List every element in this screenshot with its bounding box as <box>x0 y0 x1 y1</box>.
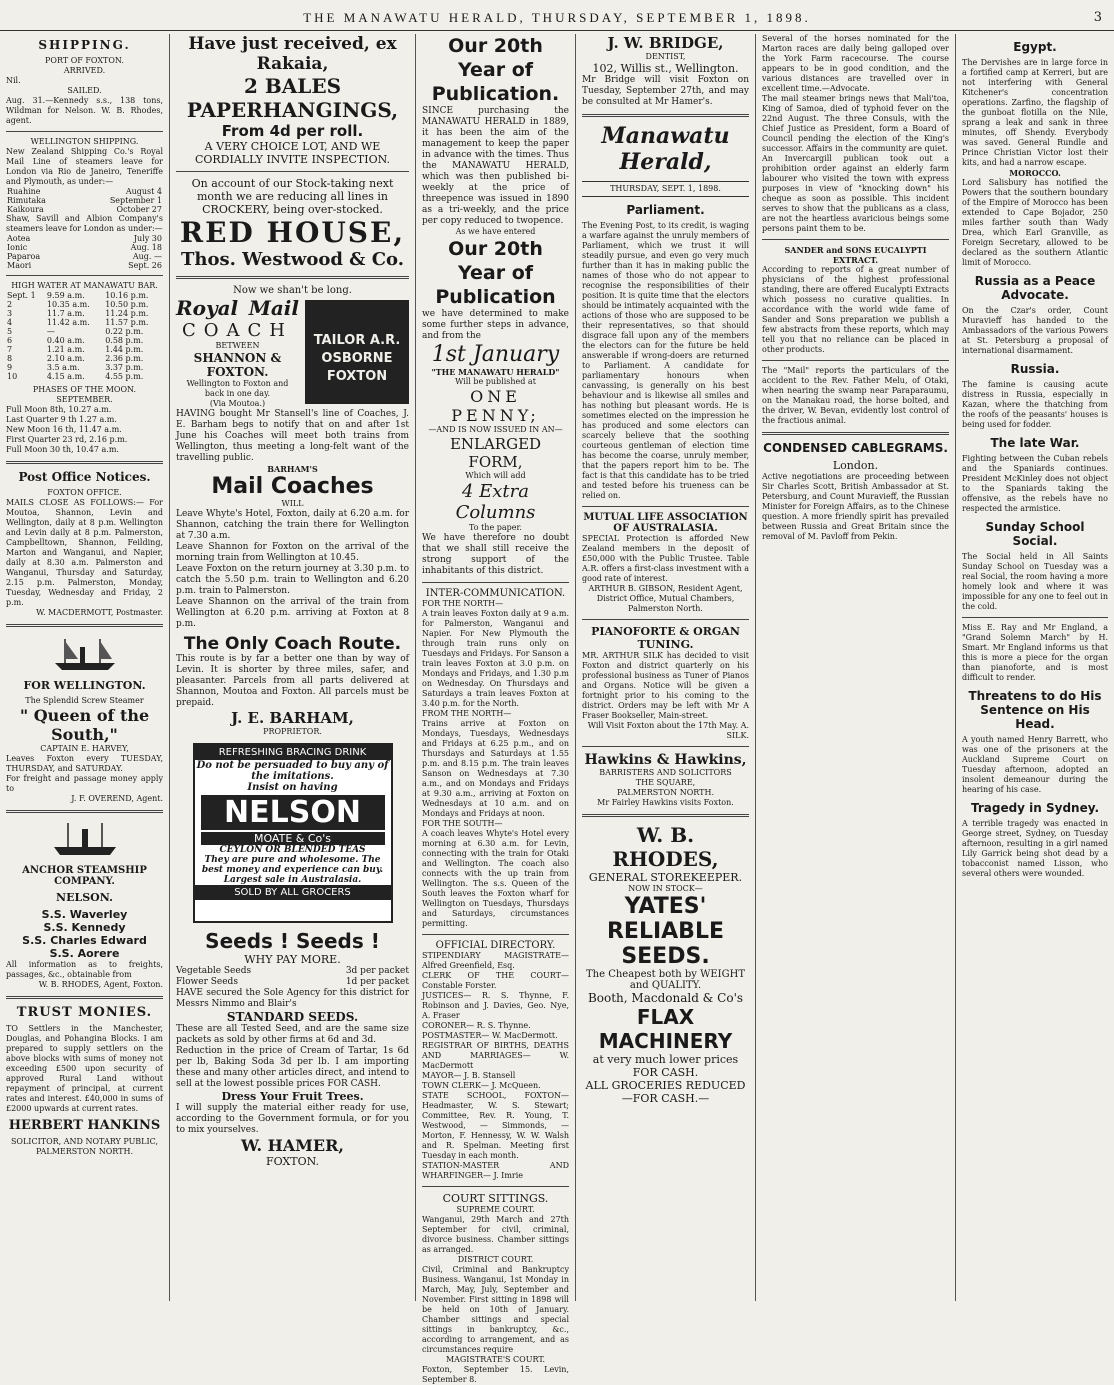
dress-text: I will supply the material either ready for use, according to the Government formula, or for you to mix yourselves. <box>176 1103 409 1135</box>
mutual-life: MUTUAL LIFE ASSOCIATION OF AUSTRALASIA. <box>583 512 748 534</box>
steamer-intro: The Splendid Screw Steamer <box>25 696 144 705</box>
shaw-table: Aotea July 30 Ionic Aug. 18 Paparoa Aug. — Maori Sept. 26 <box>7 234 162 270</box>
column-2: Have just received, ex Rakaia, 2 BALES PAPERHANGINGS, From 4d per roll. A VERY CHOICE LOT, AND WE CORDIALLY INVITE INSPECTION. On account of our Stock-taking next month we are reducing all lines in CROCKERY, being over-stocked. RED HOUSE, Thos. Westwood & Co. Now we shan't be long. Royal Mail COACH BETWEEN SHANNON & FOXTON. Wellington to Foxton and back in one day. (Via Moutoa.) TAILOR A.R. OSBORNE FOXTON HAVING bought Mr Stansell's line of Coaches, J. E. Barham begs to notify that on and after 1st June his Coaches will meet both trains from Wellington, thus meeting a long-felt want of the travelling public. BARHAM'S Mail Coaches WILL Leave Whyte's Hotel, Foxton, daily at 6.20 a.m. for Shannon, catching the train there for Wellington at 7.30 a.m. Leave Shannon for Foxton on the arrival of the morning train from Wellington at 10.45. Leave Foxton on the return journey at 3.30 p.m. to catch the 5.50 p.m. train to Wellington and 6.20 p.m. train to Palmerston. Leave Shannon on the arrival of the train from Wellington at 6.20 p.m. arriving at Foxton at 8 p.m. The Only Coach Route. This route is by far a better one than by way of Levin. It is shorter by three miles, safer, and pleasanter. Parcels from all parts delivered at Shannon, Moutoa and Foxton. All parcels must be prepaid. J. E. BARHAM, PROPRIETOR. REFRESHING BRACING DRINK Do not be persuaded to buy any of the imitations. Insist on having NELSON MOATE & Co's CEYLON OR BLENDED TEAS They are pure and wholesome. The best money and experience can buy. Largest sale in Australasia. SOLD BY ALL GROCERS Seeds ! Seeds ! WHY PAY MORE. Vegetable Seeds 3d per packet Flower Seeds 1d per packet HAVE secured the Sole Agency for this district for Messrs Nimmo and Blair's STANDARD SEEDS. These are all Tested Seed, and are the same size packets as sold by other firms at 6d and 3d. Reduction in the price of Cream of Tartar, 1s 6d per lb, Baking Soda 3d per lb. I am importing these and many other articles direct, and intend to sell at the lowest possible prices FOR CASH. Dress Your Fruit Trees. I will supply the material either ready for use, according to the Government formula, or for you to mix yourselves. W. HAMER, FOXTON. <box>170 34 416 1301</box>
concert-text: Miss E. Ray and Mr England, a "Grand Solemn March" by H. Smart. Mr England informs us that this is more a piece for the organ than pianoforte, and is most difficult to render. <box>962 623 1108 682</box>
extra-columns: 4 Extra Columns <box>455 481 536 523</box>
wellington-shipping-title: WELLINGTON SHIPPING. <box>30 137 139 146</box>
list-item: S.S. Waverley <box>41 908 128 921</box>
moon-title: PHASES OF THE MOON. <box>32 385 137 394</box>
sailed-label: SAILED. <box>67 86 102 95</box>
via: (Via Moutoa.) <box>209 399 266 408</box>
egypt-text: The Dervishes are in large force in a fortified camp at Kerreri, but are not interfering with General Kitchener's concentration operations. Zarfino, the flagship of the gunboat flotilla on the Nile, sprang a leak and sank in three minutes, off Shendy. Everybody was saved. General Rundle and Prince Christian Victor lost their kits, and had a narrow escape. <box>962 58 1108 167</box>
yates-seeds: YATES' RELIABLE SEEDS. <box>606 894 724 969</box>
parliament-text: The Evening Post, to its credit, is waging a warfare against the unruly members of Parliament, which we trust it will steadily pursue, and even go very much further than it has in making public the names of those who do not appear to recognise the responsibilities of their position. It is quite time that the electors should be intimately acquainted with the actions of those who are supposed to be their representatives, so that should disgrace fall upon any of the members the electors can for the future be held answerable if wrong-doers are returned to Parliament. A candidate for parliamentary honours when canvassing, is generally on his best behaviour and is likewise all smiles and has nothing but pleasant words. He is sometimes elected on the impression he has produced and some electors can scarcely believe that the soothing courteous gentleman of election time has become the coarse, unruly member, that the papers report him to be. The fact is that this candidate has to be tried and tested before his trueness can be relied on. <box>582 221 749 500</box>
reduction-text: Reduction in the price of Cream of Tartar, 1s 6d per lb, Baking Soda 3d per lb. I am importing these and many other articles direct, and intend to sell at the lowest possible prices FOR CASH. <box>176 1046 409 1089</box>
list-item: JUSTICES— R. S. Thynne, F. Robinson and J. Davies, Geo. Nye, A. Fraser <box>422 991 569 1020</box>
official-directory: OFFICIAL DIRECTORY. <box>435 940 556 951</box>
south-text: A coach leaves Whyte's Hotel every morning at 6.30 a.m. for Levin, connecting with the train for Otaki and Wellington. The coach also connects with the up train from Wellington. The s.s. Queen of the South leaves the Foxton wharf for Wellington on Tuesdays, Thursdays and Saturdays, circumstances permitting. <box>422 829 569 928</box>
arrived-nil: Nil. <box>6 76 21 85</box>
crockery: On account of our Stock-taking next month we are reducing all lines in CROCKERY, being over-stocked. <box>191 177 394 216</box>
mails-text: MAILS CLOSE AS FOLLOWS:— For Moutoa, Shannon, Levin and Wellington, daily at 8 p.m. Wellington and Levin daily at 8 p.m. Palmerston, Campbelltown, Shannon, Feilding, Marton and Wanganui, and Napier, daily at 8.30 a.m. Palmerston and Wanganui, Thursday and Saturday, 2.15 p.m. Palmerston, Monday, Tuesday, Wednesday and Friday, 2 p.m. <box>6 498 163 607</box>
overend-agent: J. F. OVEREND, Agent. <box>71 794 163 803</box>
anchor-ship-icon <box>50 819 120 859</box>
shan't-long: Now we shan't be long. <box>233 285 352 296</box>
invite: A VERY CHOICE LOT, AND WE CORDIALLY INVITE INSPECTION. <box>194 140 391 166</box>
our20-heading: Our 20th Year of Publication. <box>431 35 560 105</box>
only-route-text: This route is by far a better one than by way of Levin. It is shorter by three miles, safer, and pleasanter. Parcels from all parts delivered at Shannon, Moutoa and Foxton. All parcels must be prepaid. <box>176 654 409 708</box>
list-item: STIPENDIARY MAGISTRATE— Alfred Greenfield, Esq. <box>422 951 569 970</box>
anchor-nelson: NELSON. <box>56 891 113 904</box>
to-paper: To the paper. <box>469 523 522 532</box>
column-1 <box>0 34 170 1301</box>
enlarged: ENLARGED FORM, <box>449 435 542 471</box>
from-north-text: Trains arrive at Foxton on Mondays, Tuesdays, Wednesdays and Fridays at 6.25 p.m., and on Thursdays and Saturdays at 1.55 p.m. and 8.15 p.m. The train leaves Sanson on Wednesdays at 7.30 a.m., and on Mondays and Fridays at 9.30 a.m., arriving at Foxton on Wednesdays at 10 a.m. and on Mondays and Fridays at noon. <box>422 719 569 818</box>
list-item: First Quarter 23 rd, 2.16 p.m. <box>6 435 128 444</box>
mail-text: The "Mail" reports the particulars of the accident to the Rev. Father Melu, of Otaki, when nearing the swamp near Paraparaumu, on the Manakau road, the horse bolted, and the driver, W. Bevan, evidently lost control of the fractious animal. <box>762 366 949 425</box>
sunday-school-heading: Sunday School Social. <box>985 520 1085 548</box>
morocco-text: Lord Salisbury has notified the Powers that the southern boundary of the Empire of Morocco has been extended to Cape Bojador, 250 miles farther south than Wady Drea, which Earl Granville, as Foreign Secretary, allowed to be declared as the southern Atlantic limit of Morocco. <box>962 178 1108 267</box>
royal: Royal <box>176 296 239 320</box>
determined-text: we have determined to make some further steps in advance, and from the <box>422 309 569 341</box>
anchor-company: ANCHOR STEAMSHIP COMPANY. <box>22 865 147 887</box>
column-4: J. W. BRIDGE, DENTIST, 102, Willis st., Wellington. Mr Bridge will visit Foxton on Tuesday, September 27th, and may be consulted at Mr Hamer's. Manawatu Herald, THURSDAY, SEPT. 1, 1898. Parliament. The Evening Post, to its credit, is waging a warfare against the unruly members of Parliament, which we trust it will steadily pursue, and even go very much further than it has in making public the names of those who do not appear to recognise the responsibilities of their position. It is quite time that the electors should be intimately acquainted with the actions of those who are supposed to be their representatives, so that should disgrace fall upon any of the members the electors can for the future be held answerable if wrong-doers are returned to Parliament. A candidate for parliamentary honours when canvassing, is generally on his best behaviour and is likewise all smiles and has nothing but pleasant words. He is sometimes elected on the impression he has produced and some electors can scarcely believe that the soothing courteous gentleman of election time has become the coarse, unruly member, that the papers report him to be. The fact is that this candidate has to be tried and tested before his trueness can be relied on. MUTUAL LIFE ASSOCIATION OF AUSTRALASIA. SPECIAL Protection is afforded New Zealand members in the deposit of £50,000 with the Public Trustee. Table A.R. offers a first-class investment with a good rate of interest. ARTHUR B. GIBSON, Resident Agent, District Office, Mutual Chambers, Palmerston North. PIANOFORTE & ORGAN TUNING. MR. ARTHUR SILK has decided to visit Foxton and district quarterly on his professional business as Tuner of Pianos and Organs. Notice will be given a fortnight prior to his coming to the district. Orders may be left with Mr A Fraser Bookseller, Main-street. Will Visit Foxton about the 17th May. A. SILK. Hawkins & Hawkins, BARRISTERS AND SOLICITORS THE SQUARE, PALMERSTON NORTH. Mr Fairley Hawkins visits Foxton. W. B. RHODES, GENERAL STOREKEEPER. NOW IN STOCK— YATES' RELIABLE SEEDS. The Cheapest both by WEIGHT and QUALITY. Booth, Macdonald & Co's FLAX MACHINERY at very much lower prices FOR CASH. ALL GROCERIES REDUCED —FOR CASH.— <box>576 34 756 1301</box>
list-item: Leave Shannon for Foxton on the arrival of the morning train from Wellington at 10.45. <box>176 542 409 563</box>
proprietor: PROPRIETOR. <box>263 727 322 736</box>
sailed-text: Aug. 31.—Kennedy s.s., 138 tons, Wildman for Nelson. W. B. Rhodes, agent. <box>6 96 163 125</box>
russia-heading: Russia. <box>1010 362 1060 376</box>
arrived-label: ARRIVED. <box>63 66 106 75</box>
will: WILL <box>281 499 304 508</box>
parliament-heading: Parliament. <box>626 203 705 217</box>
one-penny: ONE PENNY; <box>451 387 540 425</box>
steamship-icon <box>50 633 120 673</box>
shipping-heading: SHIPPING. <box>38 38 131 52</box>
herald-name: "THE MANAWATU HERALD" <box>431 367 560 377</box>
threatens-heading: Threatens to do His Sentence on His Head. <box>968 689 1102 731</box>
table-row: 3 11.7 a.m. 11.24 p.m. <box>7 309 149 318</box>
pianoforte: PIANOFORTE & ORGAN TUNING. <box>591 625 740 651</box>
post-office-sub: FOXTON OFFICE. <box>47 488 122 497</box>
table-row: Sept. 1 9.59 a.m. 10.16 p.m. <box>7 291 149 300</box>
silk: Will Visit Foxton about the 17th May. A. SILK. <box>587 721 749 740</box>
bridge-text: Mr Bridge will visit Foxton on Tuesday, September 27th, and may be consulted at Mr Hamer's. <box>582 75 749 107</box>
herald-masthead: Manawatu Herald, <box>601 123 730 175</box>
invercargill-text: An Invercargill publican took out a prohibition order against an elderly farm labourer who visited the town with express purposes in view of "knocking down" his cheque as soon as possible. This incident serves to show that the publicans as a class, are not the heartless avaricious beings some persons paint them to be. <box>762 154 949 233</box>
herald-date: THURSDAY, SEPT. 1, 1898. <box>582 181 749 197</box>
list-item: Full Moon 8th, 10.27 a.m. <box>6 405 112 414</box>
tide-title: HIGH WATER AT MANAWATU BAR. <box>11 281 158 290</box>
as-we-entered: As we have entered <box>455 227 536 236</box>
coach: COACH <box>182 320 293 341</box>
captain: CAPTAIN E. HARVEY, <box>40 744 129 753</box>
list-item: S.S. Kennedy <box>43 921 126 934</box>
which-add: Which will add <box>465 471 526 480</box>
bridge-address: 102, Willis st., Wellington. <box>592 62 739 75</box>
column-5: Several of the horses nominated for the Marton races are daily being galloped over the York Farm racecourse. The course appears to be in good condition, and the various distances are travelled over in excellent time.—Advocate. The mail steamer brings news that Mali'toa, King of Samoa, died of typhoid fever on the 22nd August. The three Consuls, with the Chief Justice as President, form a Board of Council pending the election of the King's successor. Affairs in the community are quiet. An Invercargill publican took out a prohibition order against an elderly farm labourer who visited the town with express purposes in view of "knocking down" his cheque as soon as possible. This incident serves to show that the publicans as a class, are not the heartless avaricious beings some persons paint them to be. SANDER and SONS EUCALYPTI EXTRACT. According to reports of a great number of physicians of the highest professional standing, there are offered Eucalypti Extracts which possess no curative qualities. In accordance with the world wide fame of Sander and Sons preparation we publish a few abstracts from these reports, which may tell you that no reliance can be placed in other products. The "Mail" reports the particulars of the accident to the Rev. Father Melu, of Otaki, when nearing the swamp near Paraparaumu, on the Manakau road, the horse bolted, and the driver, W. Bevan, evidently lost control of the fractious animal. CONDENSED CABLEGRAMS. London. Active negotiations are proceeding between Sir Charles Scott, British Ambassador at St. Petersburg, and Count Muravieff, the Russian Minister for Foreign Affairs, as to the Chinese question. A more friendly spirit has prevailed between Russia and Great Britain since the removal of M. Pavloff from Pekin. <box>756 34 956 1301</box>
list-item: New Moon 16 th, 11.47 a.m. <box>6 425 122 434</box>
steamer-text: The mail steamer brings news that Mali'toa, King of Samoa, died of typhoid fever on the 22nd August. The three Consuls, with the Chief Justice as President, form a Board of Council pending the election of the King's successor. Affairs in the community are quiet. <box>762 94 949 153</box>
table-row: 9 3.5 a.m. 3.37 p.m. <box>7 363 144 372</box>
table-row: 2 10.35 a.m. 10.50 p.m. <box>7 300 149 309</box>
since-text: SINCE purchasing the MANAWATU HERALD in 1889, it has been the aim of the management to keep the paper in advance with the times. Thus the MANAWATU HERALD, which was then published bi-weekly at the price of threepence was issued in 1890 as a tri-weekly, and the price per copy reduced to twopence. <box>422 106 569 226</box>
table-row: 4 11.42 a.m. 11.57 p.m. <box>7 318 149 327</box>
agency-text: HAVE secured the Sole Agency for this district for Messrs Nimmo and Blair's <box>176 988 409 1009</box>
table-row: 8 2.10 a.m. 2.36 p.m. <box>7 354 144 363</box>
court-sittings: COURT SITTINGS. <box>442 1192 549 1205</box>
route: Wellington to Foxton and back in one day. <box>186 379 289 398</box>
port-title: PORT OF FOXTON. <box>45 56 124 65</box>
list-item: Leave Whyte's Hotel, Foxton, daily at 6.20 a.m. for Shannon, catching the train there for Wellington at 7.30 a.m. <box>176 509 409 541</box>
paperhangings: 2 BALES PAPERHANGINGS, <box>186 74 399 122</box>
table-row: 6 0.40 a.m. 0.58 p.m. <box>7 336 144 345</box>
list-item: STATION-MASTER AND WHARFINGER— J. Imrie <box>422 1161 569 1180</box>
piano-text: MR. ARTHUR SILK has decided to visit Foxton and district quarterly on his professional business as Tuner of Pianos and Organs. Notice will be given a fortnight prior to his coming to the district. Orders may be left with Mr A Fraser Bookseller, Main-street. <box>582 651 749 720</box>
first-january: 1st January <box>431 342 560 367</box>
seeds-heading: Seeds ! Seeds ! <box>205 929 380 953</box>
russia-peace-heading: Russia as a Peace Advocate. <box>974 274 1096 302</box>
sander-heading: SANDER and SONS EUCALYPTI EXTRACT. <box>784 245 927 265</box>
for-wellington: FOR WELLINGTON. <box>23 679 146 692</box>
table-row: 10 4.15 a.m. 4.55 p.m. <box>7 372 144 381</box>
mail-coaches: Mail Coaches <box>211 474 374 499</box>
masthead <box>0 0 1114 31</box>
mail: Mail <box>248 296 299 320</box>
sander-text: According to reports of a great number of physicians of the highest professional standing, there are offered Eucalypti Extracts which possess no curative qualities. In accordance with the world wide fame of Sander and Sons preparation we publish a few abstracts from these reports, which may tell you that no reliance can be placed in other products. <box>762 265 949 354</box>
shannon-foxton: SHANNON & FOXTON. <box>193 351 282 379</box>
leaves-text: Leaves Foxton every TUESDAY, THURSDAY, and SATURDAY. <box>6 754 163 773</box>
nz-shipping-table: Ruahine August 4 Rimutaka September 1 Kaikoura October 27 <box>7 187 162 214</box>
our20-heading-2: Our 20th Year of Publication <box>435 238 556 308</box>
table-row: 5 — 0.22 p.m. <box>7 327 144 336</box>
moon-month: SEPTEMBER. <box>56 395 113 404</box>
postmaster: W. MACDERMOTT, Postmaster. <box>36 608 163 617</box>
standard-text: These are all Tested Seed, and are the same size packets as sold by other firms at 6d and 3d. <box>176 1024 409 1045</box>
list-item: STATE SCHOOL, FOXTON— Headmaster, W. S. Stewart; Committee, Rev. R. Young, T. Westwood, — Simmonds, — Morton, F. Hennessy, W. W. Walsh and R. Spelman. Meeting first Tuesday in each month. <box>422 1091 569 1160</box>
steamer-name: " Queen of the South," <box>19 706 150 744</box>
list-item: Last Quarter 9 th 1.27 a.m. <box>6 415 117 424</box>
flax-machinery: FLAX MACHINERY <box>598 1005 733 1053</box>
barham-name: J. E. BARHAM, <box>231 709 354 727</box>
list-item: REGISTRAR OF BIRTHS, DEATHS AND MARRIAGES— W. MacDermott <box>422 1041 569 1070</box>
price: From 4d per roll. <box>221 122 364 140</box>
hawkins: Hawkins & Hawkins, <box>584 752 747 768</box>
dentist: DENTIST, <box>645 52 686 61</box>
list-item: S.S. Aorere <box>49 947 120 960</box>
shaw-text: Shaw, Savill and Albion Company's steamers leave for London as under:— <box>6 214 163 233</box>
hamer-name: W. HAMER, <box>241 1136 344 1155</box>
list-item: TOWN CLERK— J. McQueen. <box>422 1081 541 1090</box>
only-coach-route: The Only Coach Route. <box>183 634 402 654</box>
tide-table <box>6 291 163 381</box>
post-office-heading: Post Office Notices. <box>18 470 151 484</box>
trust-monies-heading: TRUST MONIES. <box>16 1005 153 1020</box>
list-item: POSTMASTER— W. MacDermott. <box>422 1031 558 1040</box>
westwood: Thos. Westwood & Co. <box>181 249 404 270</box>
condensed-cablegrams: CONDENSED CABLEGRAMS. <box>763 441 948 455</box>
nelson-tea-ad: REFRESHING BRACING DRINK Do not be persuaded to buy any of the imitations. Insist on having NELSON MOATE & Co's CEYLON OR BLENDED TEAS They are pure and wholesome. The best money and experience can buy. Largest sale in Australasia. SOLD BY ALL GROCERS <box>193 743 393 923</box>
egypt-heading: Egypt. <box>1013 40 1057 54</box>
tailor-logo: TAILOR A.R. OSBORNE FOXTON <box>305 300 409 404</box>
horses-text: Several of the horses nominated for the Marton races are daily being galloped over the York Farm racecourse. The course appears to be in good condition, and the various distances are travelled over in excellent time.—Advocate. <box>762 34 949 93</box>
barhams: BARHAM'S <box>267 464 318 474</box>
standard-seeds: STANDARD SEEDS. <box>226 1010 359 1024</box>
published-at: Will be published at <box>455 377 536 386</box>
dress-fruit-trees: Dress Your Fruit Trees. <box>221 1090 364 1103</box>
list-item: CORONER— R. S. Thynne. <box>422 1021 531 1030</box>
freight-text: For freight and passage money apply to <box>6 774 163 793</box>
north-text: A train leaves Foxton daily at 9 a.m. for Palmerston, Wanganui and Napier. For New Plymouth the through train runs only on Tuesdays and Fridays. For Sanson a train leaves Foxton at 3.0 p.m. on Mondays and Fridays, and 1.30 p.m on Wednesday. On Thursdays and Saturdays a train leaves Foxton at 3.40 p.m. for the North. <box>422 609 569 708</box>
list-item: Full Moon 30 th, 10.47 a.m. <box>6 445 119 454</box>
column-6: Egypt. The Dervishes are in large force in a fortified camp at Kerreri, but are not interfering with General Kitchener's concentration operations. Zarfino, the flagship of the gunboat flotilla on the Nile, sprang a leak and sank in three minutes, off Shendy. Everybody was saved. General Rundle and Prince Christian Victor lost their kits, and had a narrow escape. MOROCCO. Lord Salisbury has notified the Powers that the southern boundary of the Empire of Morocco has been extended to Cape Bojador, 250 miles farther south than Wady Drea, which Earl Granville, as Foreign Secretary, allowed to be declared as the southern Atlantic limit of Morocco. Russia as a Peace Advocate. On the Czar's order, Count Muravieff has handed to the Ambassadors of the various Powers at St. Petersburg a proposal of international disarmament. Russia. The famine is causing acute distress in Russia, especially in Kazan, where the thatching from the roofs of the peasants' houses is being used for fodder. The late War. Fighting between the Cuban rebels and the Spaniards continues. President McKinley does not object to the Spaniards taking the offensive, as the rebels have no respected the armistice. Sunday School Social. The Social held in All Saints Sunday School on Tuesday was a real Social, the room having a more homely look and where it was impossible for any one to feel out in the cold. Miss E. Ray and Mr England, a "Grand Solemn March" by H. Smart. Mr England informs us that this is more a piece for the organ than pianoforte, and is most difficult to render. Threatens to do His Sentence on His Head. A youth named Henry Barrett, who was one of the prisoners at the Auckland Supreme Court on Tuesday afternoon, adopted an insolent demeanour during the hearing of his case. Tragedy in Sydney. A terrible tragedy was enacted in George street, Sydney, on Tuesday afternoon, resulting in a girl named Lily Garrick being shot dead by a tobacconist named Lisson, who several others were wounded. <box>962 40 1108 878</box>
mutual-text: SPECIAL Protection is afforded New Zealand members in the deposit of £50,000 with the Public Trustee. Table A.R. offers a first-class investment with a good rate of interest. <box>582 534 749 583</box>
anchor-info: All information as to freights, passages, &c., obtainable from <box>6 960 163 979</box>
sydney-heading: Tragedy in Sydney. <box>970 801 1100 815</box>
list-item: Leave Foxton on the return journey at 3.30 p.m. to catch the 5.50 p.m. train to Wellington and 6.20 p.m. train to Palmerston. <box>176 564 409 596</box>
rhodes-agent: W. B. RHODES, Agent, Foxton. <box>38 980 163 989</box>
issued: —AND IS NOW ISSUED IN AN— <box>428 425 563 434</box>
hankins-sub: SOLICITOR, AND NOTARY PUBLIC, PALMERSTON NORTH. <box>10 1137 159 1156</box>
list-item: Leave Shannon on the arrival of the train from Wellington at 6.20 p.m. arriving at Foxton at 8 p.m. <box>176 597 409 629</box>
london-text: Active negotiations are proceeding between Sir Charles Scott, British Ambassador at St. Petersburg, and Count Muravieff, the Russian Minister for Foreign Affairs, as to the Chinese question. A more friendly spirit has prevailed between Russia and Great Britain since the removal of M. Pavloff from Pekin. <box>762 472 949 541</box>
rhodes-big: W. B. RHODES, <box>612 823 719 871</box>
why-pay-more: WHY PAY MORE. <box>244 953 341 966</box>
column-3: Our 20th Year of Publication. SINCE purchasing the MANAWATU HERALD in 1889, it has been the aim of the management to keep the paper in advance with the times. Thus the MANAWATU HERALD, which was then published bi-weekly at the price of threepence was issued in 1890 as a tri-weekly, and the price per copy reduced to twopence. As we have entered Our 20th Year of Publication we have determined to make some further steps in advance, and from the 1st January "THE MANAWATU HERALD" Will be published at ONE PENNY; —AND IS NOW ISSUED IN AN— ENLARGED FORM, Which will add 4 Extra Columns To the paper. We have therefore no doubt that we shall still receive the strong support of the inhabitants of this district. INTER-COMMUNICATION. FOR THE NORTH— A train leaves Foxton daily at 9 a.m. for Palmerston, Wanganui and Napier. For New Plymouth the through train runs only on Tuesdays and Fridays. For Sanson a train leaves Foxton at 3.0 p.m. on Mondays and Fridays, and 1.30 p.m on Wednesday. On Thursdays and Saturdays a train leaves Foxton at 3.40 p.m. for the North. FROM THE NORTH— Trains arrive at Foxton on Mondays, Tuesdays, Wednesdays and Fridays at 6.25 p.m., and on Thursdays and Saturdays at 1.55 p.m. and 8.15 p.m. The train leaves Sanson on Wednesdays at 7.30 a.m., and on Mondays and Fridays at 9.30 a.m., arriving at Foxton on Wednesdays at 10 a.m. and on Mondays and Fridays at noon. FOR THE SOUTH— A coach leaves Whyte's Hotel every morning at 6.30 a.m. for Levin, connecting with the train for Otaki and Wellington. The coach also connects with the up train from Wellington. The s.s. Queen of the South leaves the Foxton wharf for Wellington on Tuesdays, Thursdays and Saturdays, circumstances permitting. OFFICIAL DIRECTORY. STIPENDIARY MAGISTRATE— Alfred Greenfield, Esq. CLERK OF THE COURT— Constable Forster. JUSTICES— R. S. Thynne, F. Robinson and J. Davies, Geo. Nye, A. Fraser CORONER— R. S. Thynne. POSTMASTER— W. MacDermott. REGISTRAR OF BIRTHS, DEATHS AND MARRIAGES— W. MacDermott MAYOR— J. B. Stansell TOWN CLERK— J. McQueen. STATE SCHOOL, FOXTON— Headmaster, W. S. Stewart; Committee, Rev. R. Young, T. Westwood, — Simmonds, — Morton, F. Hennessy, W. W. Walsh and R. Spelman. Meeting first Tuesday in each month. STATION-MASTER AND WHARFINGER— J. Imrie COURT SITTINGS. SUPREME COURT. Wanganui, 29th March and 27th September for civil, criminal, divorce business. Chamber sittings as arranged. DISTRICT COURT. Civil, Criminal and Bankruptcy Business. Wanganui, 1st Monday in March, May, July, September and November. First sitting in 1898 will be held on 10th of January. Chamber sittings and special sittings in bankruptcy, &c., according to arrangement, and as circumstances require MAGISTRATE'S COURT. Foxton, September 15. Levin, September 8. <box>416 34 576 1301</box>
masthead-title: THE MANAWATU HERALD, THURSDAY, SEPTEMBER 1, 1898. <box>303 10 811 25</box>
table-row: 7 1.21 a.m. 1.44 p.m. <box>7 345 144 354</box>
therefore-text: We have therefore no doubt that we shall still receive the strong support of the inhabitants of this district. <box>422 533 569 576</box>
hamer-town: FOXTON. <box>265 1155 320 1168</box>
list-item: CLERK OF THE COURT— Constable Forster. <box>422 971 569 990</box>
inter-communication: INTER-COMMUNICATION. <box>425 588 566 599</box>
trust-text: TO Settlers in the Manchester, Douglas, and Pohangina Blocks. I am prepared to supply settlers on the above blocks with sums of money not exceeding £500 upon security of approved Rural Land without repayment of principal, at current rates and interest. £40,000 in sums of £2000 upwards at current rates. <box>6 1024 163 1113</box>
bought-text: HAVING bought Mr Stansell's line of Coaches, J. E. Barham begs to notify that on and after 1st June his Coaches will meet both trains from Wellington, thus meeting a long-felt want of the travelling public. <box>176 409 409 463</box>
late-war-heading: The late War. <box>990 436 1080 450</box>
hankins-name: HERBERT HANKINS <box>8 1118 161 1133</box>
list-item: MAYOR— J. B. Stansell <box>422 1071 516 1080</box>
wellington-shipping-text: New Zealand Shipping Co.'s Royal Mail Line of steamers leave for London via Rio de Janeiro, Teneriffe and Plymouth, as under:— <box>6 147 163 186</box>
red-house: RED HOUSE, <box>179 216 406 249</box>
list-item: S.S. Charles Edward <box>22 934 147 947</box>
bridge-name: J. W. BRIDGE, <box>607 34 724 52</box>
gibson: ARTHUR B. GIBSON, Resident Agent, District Office, Mutual Chambers, Palmerston North. <box>588 584 743 613</box>
rakaia-heading: Have just received, ex Rakaia, <box>188 34 397 74</box>
between: BETWEEN <box>215 341 260 350</box>
page-number: 3 <box>1093 10 1102 25</box>
